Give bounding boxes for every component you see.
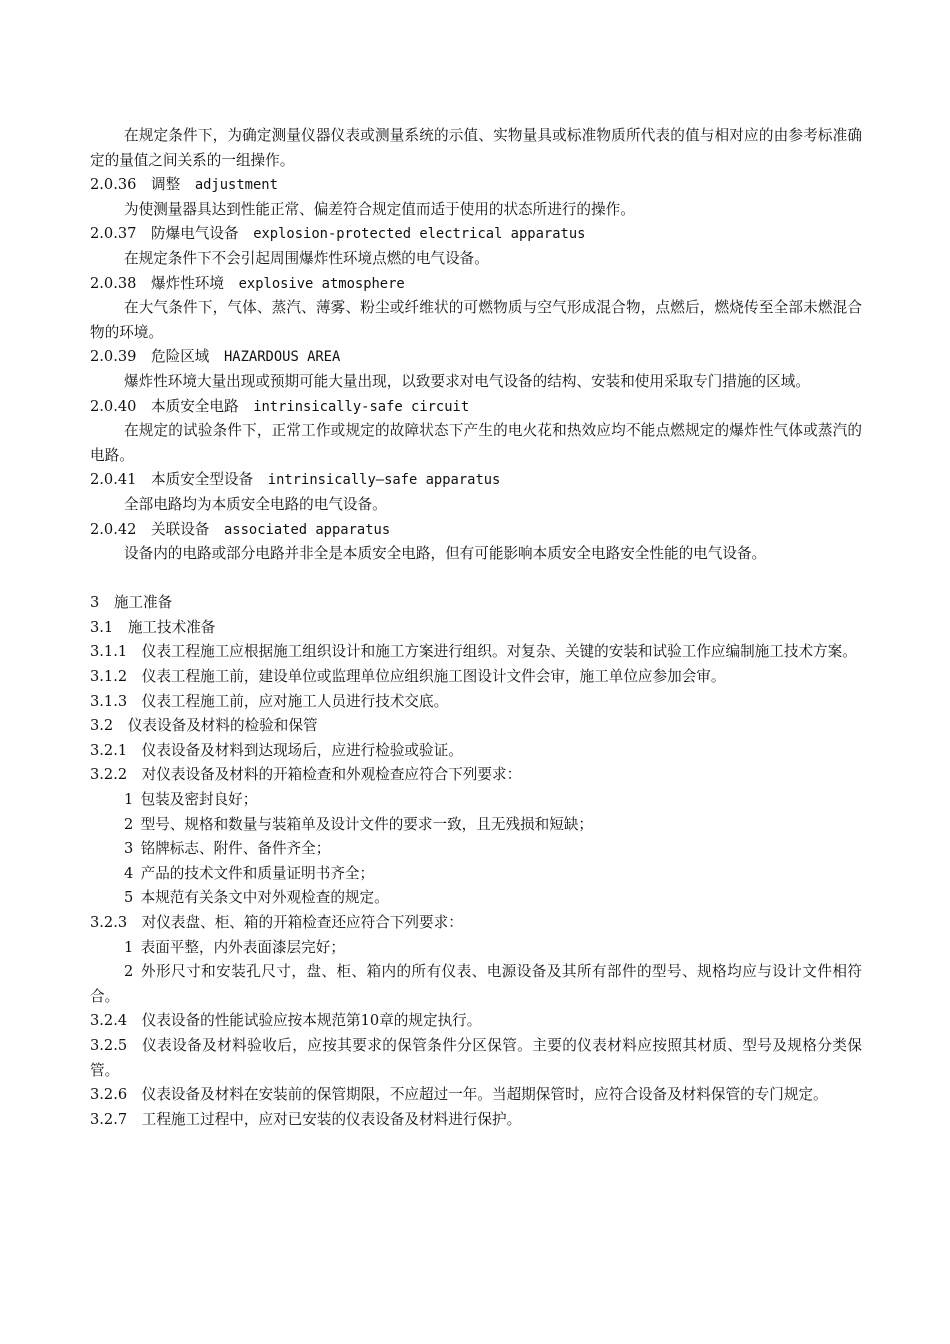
term-zh: 本质安全电路 — [151, 397, 239, 415]
list-item — [90, 936, 862, 961]
clause — [90, 690, 862, 715]
term-en: explosion-protected electrical apparatus — [253, 226, 586, 243]
definition-paragraph — [90, 124, 862, 173]
clause-number: 3.1.1 — [90, 643, 128, 661]
term-zh: 本质安全型设备 — [151, 471, 254, 489]
term-en: associated apparatus — [224, 521, 391, 538]
clause — [90, 763, 862, 788]
clause-text: 工程施工过程中，应对已安装的仪表设备及材料进行保护。 — [141, 1110, 522, 1128]
section-heading — [90, 616, 862, 641]
term-heading — [90, 222, 862, 247]
item-text: 产品的技术文件和质量证明书齐全； — [140, 864, 375, 882]
term-number: 2.0.41 — [90, 471, 137, 489]
term-number: 2.0.38 — [90, 274, 137, 292]
term-en: intrinsically-safe circuit — [253, 398, 470, 415]
term-zh: 防爆电气设备 — [151, 225, 239, 243]
clause — [90, 911, 862, 936]
clause — [90, 1034, 862, 1083]
clause-number: 3.2.7 — [90, 1110, 128, 1128]
section-number: 3 — [90, 594, 100, 612]
section-number: 3.1 — [90, 618, 114, 636]
document-page — [90, 124, 862, 1132]
term-number: 2.0.40 — [90, 397, 137, 415]
clause — [90, 665, 862, 690]
term-heading — [90, 518, 862, 543]
term-number: 2.0.36 — [90, 176, 137, 194]
item-text: 表面平整，内外表面漆层完好； — [140, 938, 345, 956]
term-zh: 爆炸性环境 — [151, 274, 224, 292]
section-title: 施工准备 — [113, 594, 173, 612]
section-title: 仪表设备及材料的检验和保管 — [127, 717, 318, 735]
item-number: 1 — [124, 938, 134, 956]
term-zh: 危险区域 — [151, 348, 210, 366]
term-number: 2.0.42 — [90, 520, 137, 538]
item-number: 1 — [124, 791, 134, 809]
paragraph-text: 在规定的试验条件下，正常工作或规定的故障状态下产生的电火花和热效应均不能点燃规定的爆炸性气体或蒸汽的电路。 — [90, 422, 862, 464]
definition-paragraph — [90, 493, 862, 518]
clause-text: 仪表设备的性能试验应按本规范第10章的规定执行。 — [141, 1012, 482, 1030]
term-en: explosive atmosphere — [238, 275, 405, 292]
item-number: 3 — [124, 840, 134, 858]
paragraph-text: 在规定条件下不会引起周围爆炸性环境点燃的电气设备。 — [124, 249, 489, 267]
blank-line — [90, 567, 862, 592]
clause — [90, 640, 862, 665]
term-heading — [90, 345, 862, 370]
clause-text: 仪表设备及材料在安装前的保管期限，不应超过一年。当超期保管时，应符合设备及材料保管的专门规定。 — [141, 1086, 828, 1104]
clause-number: 3.2.1 — [90, 741, 128, 759]
term-zh: 关联设备 — [151, 520, 210, 538]
term-zh: 调整 — [151, 176, 181, 194]
clause-text: 仪表设备及材料到达现场后，应进行检验或验证。 — [141, 741, 463, 759]
clause-number: 3.2.6 — [90, 1086, 128, 1104]
list-item — [90, 862, 862, 887]
clause-number: 3.2.4 — [90, 1012, 128, 1030]
clause — [90, 739, 862, 764]
section-heading — [90, 591, 862, 616]
clause — [90, 1108, 862, 1133]
term-en: HAZARDOUS AREA — [224, 349, 341, 366]
item-text: 铭牌标志、附件、备件齐全； — [140, 840, 331, 858]
clause-number: 3.1.3 — [90, 692, 128, 710]
clause-number: 3.2.5 — [90, 1036, 128, 1054]
definition-paragraph — [90, 419, 862, 468]
definition-paragraph — [90, 370, 862, 395]
term-en: adjustment — [194, 177, 278, 194]
clause-number: 3.2.2 — [90, 766, 128, 784]
paragraph-text: 在大气条件下，气体、蒸汽、薄雾、粉尘或纤维状的可燃物质与空气形成混合物，点燃后，燃烧传至全部未燃混合物的环境。 — [90, 299, 862, 341]
item-text: 本规范有关条文中对外观检查的规定。 — [140, 889, 389, 907]
term-en: intrinsically—safe apparatus — [267, 472, 501, 489]
definition-paragraph — [90, 296, 862, 345]
clause-text: 仪表设备及材料验收后，应按其要求的保管条件分区保管。主要的仪表材料应按照其材质、型号及规格分类保管。 — [90, 1036, 862, 1079]
paragraph-text: 为使测量器具达到性能正常、偏差符合规定值而适于使用的状态所进行的操作。 — [124, 200, 635, 218]
term-number: 2.0.37 — [90, 225, 137, 243]
term-heading — [90, 272, 862, 297]
clause-text: 仪表工程施工前，建设单位或监理单位应组织施工图设计文件会审，施工单位应参加会审。 — [141, 668, 726, 686]
item-number: 5 — [124, 889, 134, 907]
clause-text: 对仪表设备及材料的开箱检查和外观检查应符合下列要求： — [141, 766, 522, 784]
clause — [90, 1083, 862, 1108]
list-item — [90, 788, 862, 813]
paragraph-text: 在规定条件下，为确定测量仪器仪表或测量系统的示值、实物量具或标准物质所代表的值与相对应的由参考标准确定的量值之间关系的一组操作。 — [90, 127, 862, 169]
definition-paragraph — [90, 247, 862, 272]
clause-text: 仪表工程施工前，应对施工人员进行技术交底。 — [141, 692, 449, 710]
paragraph-text: 爆炸性环境大量出现或预期可能大量出现，以致要求对电气设备的结构、安装和使用采取专门措施的区域。 — [124, 372, 810, 390]
list-item — [90, 960, 862, 1009]
paragraph-text: 设备内的电路或部分电路并非全是本质安全电路，但有可能影响本质安全电路安全性能的电气设备。 — [124, 545, 767, 563]
list-item — [90, 886, 862, 911]
definition-paragraph — [90, 198, 862, 223]
item-text: 型号、规格和数量与装箱单及设计文件的要求一致，且无残损和短缺； — [140, 815, 594, 833]
section-number: 3.2 — [90, 717, 114, 735]
item-number: 2 — [124, 963, 134, 981]
term-heading — [90, 395, 862, 420]
clause-text: 仪表工程施工应根据施工组织设计和施工方案进行组织。对复杂、关键的安装和试验工作应编制施工技术方案。 — [141, 643, 857, 661]
clause-number: 3.2.3 — [90, 914, 128, 931]
clause — [90, 1009, 862, 1034]
item-number: 4 — [124, 864, 134, 882]
term-heading — [90, 173, 862, 198]
list-item — [90, 837, 862, 862]
list-item — [90, 813, 862, 838]
definition-paragraph — [90, 542, 862, 567]
clause-number: 3.1.2 — [90, 668, 128, 686]
term-heading — [90, 468, 862, 493]
paragraph-text: 全部电路均为本质安全电路的电气设备。 — [124, 495, 387, 513]
section-heading — [90, 714, 862, 739]
item-text: 包装及密封良好； — [140, 791, 258, 809]
term-number: 2.0.39 — [90, 348, 137, 366]
clause-text: 对仪表盘、柜、箱的开箱检查还应符合下列要求： — [141, 914, 463, 931]
item-text: 外形尺寸和安装孔尺寸，盘、柜、箱内的所有仪表、电源设备及其所有部件的型号、规格均应与设计文件相符合。 — [90, 963, 862, 1005]
section-title: 施工技术准备 — [127, 618, 216, 636]
item-number: 2 — [124, 815, 134, 833]
